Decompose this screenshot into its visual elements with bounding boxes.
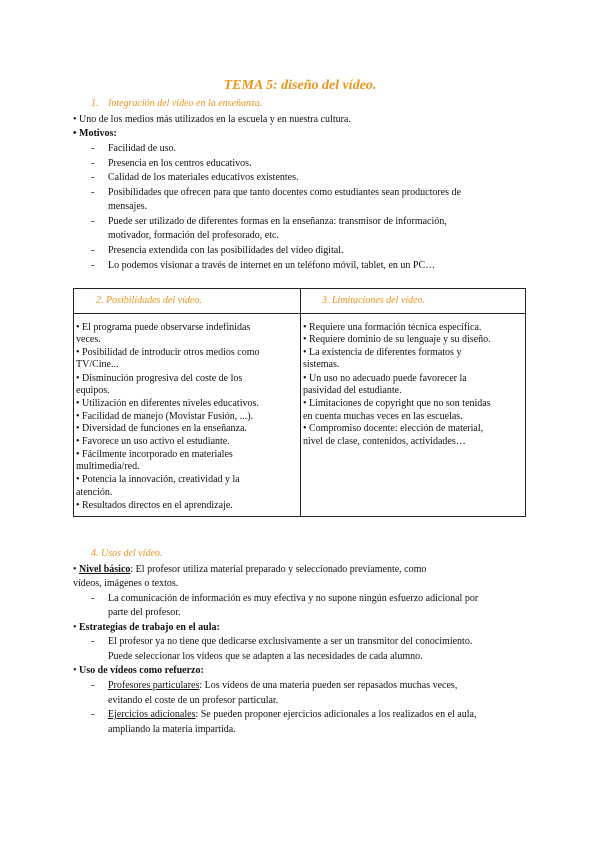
- nivel-basico-label: Nivel básico: [79, 564, 131, 575]
- table-col1-line: • Diversidad de funciones en la enseñanza.: [76, 423, 247, 434]
- motivo-item: Puede ser utilizado de diferentes formas en la enseñanza: transmisor de información,: [108, 216, 447, 227]
- dash: -: [91, 216, 95, 227]
- table-col1-line: • Fácilmente incorporado en materiales: [76, 449, 233, 460]
- nivel-basico-sub-cont: parte del profesor.: [108, 607, 181, 618]
- motivo-item: Presencia en los centros educativos.: [108, 158, 252, 169]
- profesores-text: : Los vídeos de una materia pueden ser repasados muchas veces,: [199, 680, 458, 691]
- estrategias-sub-cont: Puede seleccionar los vídeos que se adapten a las necesidades de cada alumno.: [108, 651, 423, 662]
- table-col1-line: equipos.: [76, 385, 110, 396]
- ejercicios-text-cont: ampliando la materia impartida.: [108, 724, 236, 735]
- table-col2-line: • La existencia de diferentes formatos y: [303, 347, 462, 358]
- table-col1-line: veces.: [76, 334, 101, 345]
- profesores-line: [108, 679, 457, 692]
- nivel-basico-text-cont: vídeos, imágenes o textos.: [73, 578, 179, 589]
- motivo-item: Calidad de los materiales educativos existentes.: [108, 172, 299, 183]
- table-col1-line: • Facilidad de manejo (Movistar Fusión, ...).: [76, 411, 254, 422]
- table-col2-line: • Un uso no adecuado puede favorecer la: [303, 373, 467, 384]
- motivo-item: Presencia extendida con las posibilidades del vídeo digital.: [108, 245, 344, 256]
- motivo-item: Facilidad de uso.: [108, 143, 177, 154]
- table-col2-line: nivel de clase, contenidos, actividades…: [303, 436, 466, 447]
- profesores-label: Profesores particulares: [108, 680, 200, 691]
- ejercicios-text: : Se pueden proponer ejercicios adicionales a los realizados en el aula,: [195, 709, 477, 720]
- motivos-label: • Motivos:: [73, 128, 117, 139]
- table-col1-line: atención.: [76, 487, 113, 498]
- motivo-item-cont: motivador, formación del profesorado, etc.: [108, 230, 279, 241]
- motivo-item-cont: mensajes.: [108, 201, 148, 212]
- table-col2-line: en cuenta muchas veces en las escuelas.: [303, 411, 463, 422]
- nivel-basico-sub: La comunicación de información es muy efectiva y no supone ningún esfuerzo adicional por: [108, 593, 479, 604]
- dash: -: [91, 636, 95, 647]
- table-col2-line: sistemas.: [303, 359, 340, 370]
- dash: -: [91, 172, 95, 183]
- dash: -: [91, 187, 95, 198]
- ejercicios-label: Ejercicios adicionales: [108, 709, 196, 720]
- table-col1-line: • Posibilidad de introducir otros medios como: [76, 347, 260, 358]
- dash: -: [91, 709, 95, 720]
- nivel-basico-text: : El profesor utiliza material preparado y seleccionado previamente, como: [130, 564, 427, 575]
- table-col2-line: • Compromiso docente: elección de material,: [303, 423, 484, 434]
- table-col1-line: • Utilización en diferentes niveles educativos.: [76, 398, 259, 409]
- table-col1-line: • Disminución progresiva del coste de los: [76, 373, 243, 384]
- estrategias-label: Estrategias de trabajo en el aula:: [79, 622, 220, 633]
- table-col1-line: • Resultados directos en el aprendizaje.: [76, 500, 233, 511]
- table-col1-line: multimedia/red.: [76, 461, 140, 472]
- table-col2-heading: 3. Limitaciones del vídeo.: [322, 295, 426, 306]
- estrategias-sub: El profesor ya no tiene que dedicarse exclusivamente a ser un transmitor del conocimiento.: [108, 636, 473, 647]
- table-col1-line: • El programa puede observarse indefinidas: [76, 322, 251, 333]
- nivel-basico-line: • Nivel básico: El profesor utiliza material preparado y seleccionado previamente, como: [73, 564, 427, 575]
- page-title: TEMA 5: diseño del vídeo.: [223, 78, 377, 93]
- section1-heading: Integración del video en la enseñanza.: [108, 98, 263, 109]
- dash: -: [91, 260, 95, 271]
- profesores-text-cont: evitando el coste de un profesor particular.: [108, 695, 279, 706]
- table-col1-line: TV/Cine...: [76, 359, 119, 370]
- table-col2-line: • Requiere dominio de su lenguaje y su diseño.: [303, 334, 491, 345]
- table-column-divider: [300, 289, 301, 516]
- dash: -: [91, 680, 95, 691]
- table-col2-line: • Limitaciones de copyright que no son tenidas: [303, 398, 491, 409]
- refuerzo-label: Uso de vídeos como refuerzo:: [79, 665, 204, 676]
- motivo-item: Posibilidades que ofrecen para que tanto docentes como estudiantes sean productores de: [108, 187, 461, 198]
- table-col1-heading: 2. Posibilidades del vídeo.: [96, 295, 202, 306]
- table-col1-line: • Potencia la innovación, creatividad y la: [76, 474, 240, 485]
- refuerzo-line: • Uso de vídeos como refuerzo:: [73, 665, 204, 676]
- table-col1-line: • Favorece un uso activo el estudiante.: [76, 436, 230, 447]
- section1-bullet: • Uno de los medios más utilizados en la escuela y en nuestra cultura.: [73, 114, 351, 125]
- motivo-item: Lo podemos visionar a través de internet en un teléfono móvil, tablet, en un PC…: [108, 260, 436, 271]
- section4-heading: 4. Usos del vídeo.: [91, 548, 163, 559]
- dash: -: [91, 245, 95, 256]
- ejercicios-line: [108, 708, 476, 721]
- table-col2-line: • Requiere una formación técnica específica.: [303, 322, 482, 333]
- table-col2-line: pasividad del estudiante.: [303, 385, 402, 396]
- estrategias-line: • Estrategias de trabajo en el aula:: [73, 622, 220, 633]
- dash: -: [91, 593, 95, 604]
- section1-heading-number: 1.: [91, 98, 99, 109]
- dash: -: [91, 158, 95, 169]
- dash: -: [91, 143, 95, 154]
